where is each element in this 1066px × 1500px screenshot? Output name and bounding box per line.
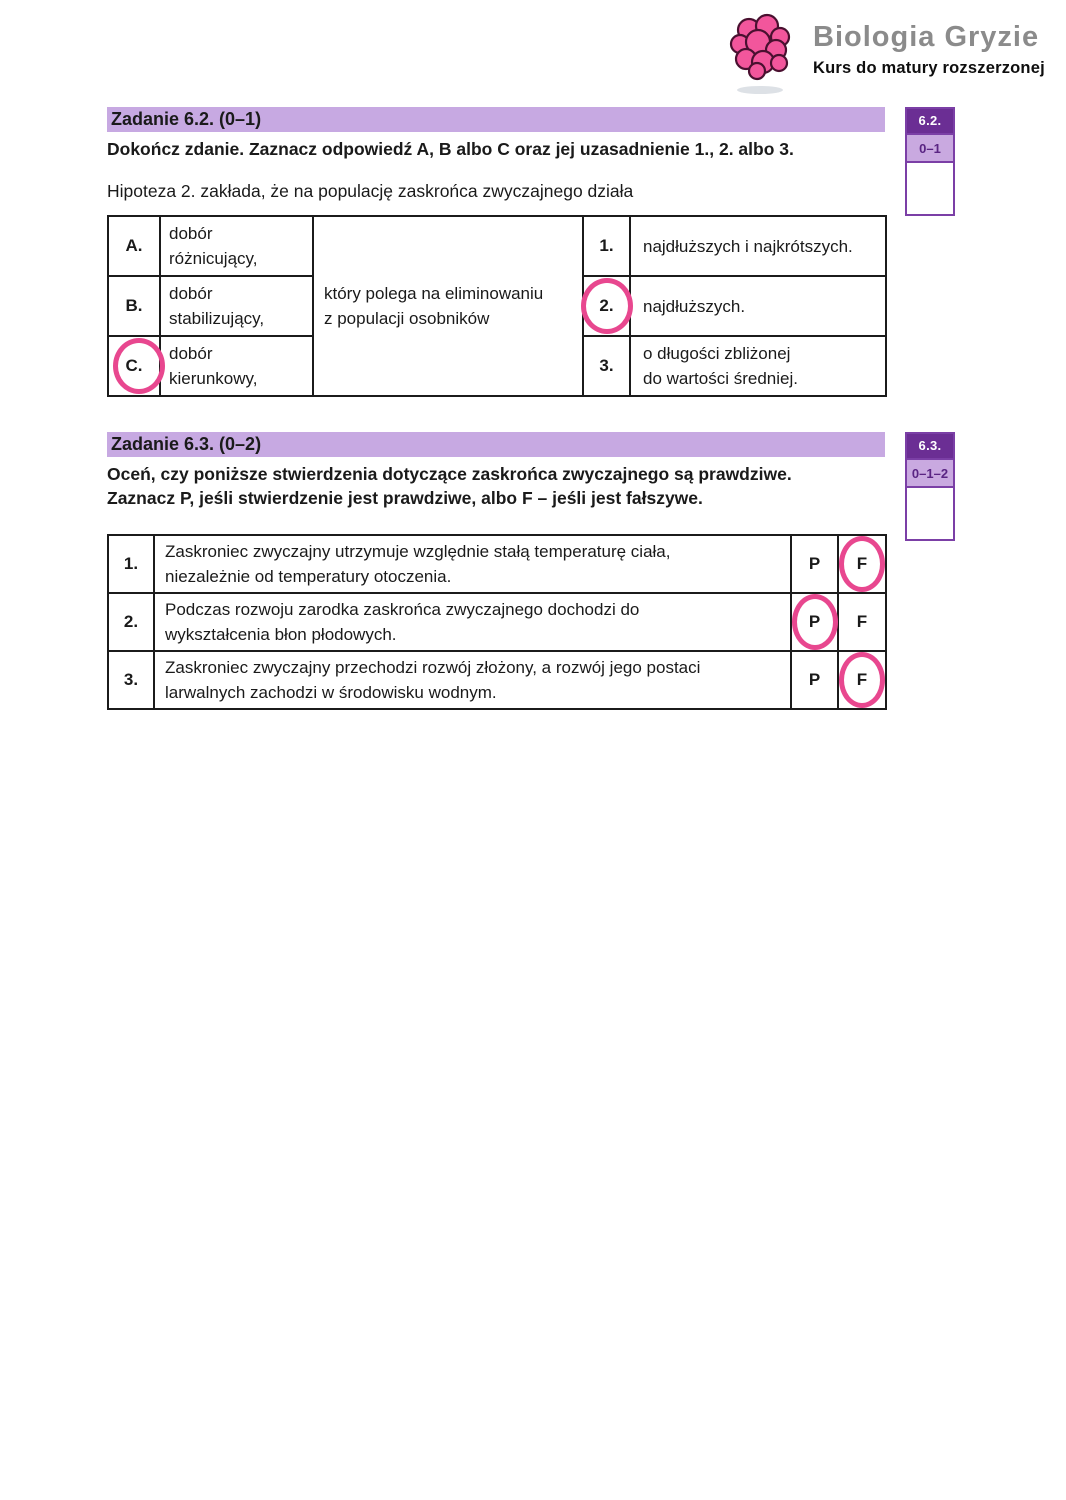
brain-shadow [737, 86, 783, 94]
brand-logo [729, 12, 1045, 96]
justification-2-cell[interactable] [583, 276, 630, 336]
connector-line: który polega na eliminowaniu [324, 284, 544, 303]
option-a-label: A. [125, 236, 143, 255]
score-box-label: 6.2. [907, 109, 953, 133]
option-b-label: B. [125, 296, 143, 315]
score-box-label: 6.3. [907, 434, 953, 458]
choice-row-a [108, 216, 886, 276]
true-label: P [808, 554, 821, 573]
task-6-2-instruction: Dokończ zdanie. Zaznacz odpowiedź A, B albo C oraz jej uzasadnienie 1., 2. albo 3. [107, 139, 794, 159]
option-text-line: stabilizujący, [169, 309, 265, 328]
option-text-line: różnicujący, [169, 249, 258, 268]
statement-2-number-cell [108, 593, 154, 651]
justification-2-label: 2. [599, 296, 614, 315]
brand-text [813, 12, 1045, 78]
score-box-6-2 [905, 107, 955, 216]
score-box-blank [907, 488, 953, 539]
score-box-range: 0–1 [907, 133, 953, 163]
task-6-3-instruction-line1: Oceń, czy poniższe stwierdzenia dotyczące zaskrońca zwyczajnego są prawdziwe. [107, 464, 792, 484]
statement-text-line: niezależnie od temperatury otoczenia. [165, 567, 452, 586]
option-a-text-cell [160, 216, 313, 276]
statement-3-number: 3. [123, 670, 139, 689]
justification-text-line: do wartości średniej. [643, 369, 798, 388]
brain-icon [729, 12, 791, 96]
statement-3-number-cell [108, 651, 154, 709]
choice-table [107, 215, 887, 397]
option-c-label: C. [125, 356, 143, 375]
false-label: F [856, 670, 868, 689]
brand-title: Biologia Gryzie [813, 21, 1040, 53]
statement-text-line: Zaskroniec zwyczajny przechodzi rozwój złożony, a rozwój jego postaci [165, 658, 701, 677]
true-false-table [107, 534, 887, 710]
justification-3-label: 3. [599, 356, 614, 375]
task-6-2 [107, 107, 885, 397]
statement-3-false-cell[interactable] [838, 651, 886, 709]
false-label: F [856, 554, 868, 573]
statement-text-line: wykształcenia błon płodowych. [165, 625, 397, 644]
task-6-2-header-bar: Zadanie 6.2. (0–1) [107, 107, 885, 132]
option-a-cell[interactable] [108, 216, 160, 276]
option-b-cell[interactable] [108, 276, 160, 336]
statement-1-number: 1. [123, 554, 139, 573]
statement-2-true-cell[interactable] [791, 593, 838, 651]
option-b-text-cell [160, 276, 313, 336]
option-c-text-cell [160, 336, 313, 396]
statement-2-number: 2. [123, 612, 139, 631]
statement-2-false-cell[interactable] [838, 593, 886, 651]
statement-1-false-cell[interactable] [838, 535, 886, 593]
statement-1-text-cell [154, 535, 791, 593]
justification-2-text-cell [630, 276, 886, 336]
justification-1-text-cell [630, 216, 886, 276]
option-text-line: dobór [169, 344, 213, 363]
justification-1-cell[interactable] [583, 216, 630, 276]
score-box-range: 0–1–2 [907, 458, 953, 488]
statement-text-line: Podczas rozwoju zarodka zaskrońca zwyczajnego dochodzi do [165, 600, 640, 619]
option-c-cell[interactable] [108, 336, 160, 396]
connector-line: z populacji osobników [324, 309, 490, 328]
justification-text-line: o długości zbliżonej [643, 344, 791, 363]
option-text-line: kierunkowy, [169, 369, 258, 388]
justification-text-line: najdłuższych i najkrótszych. [643, 236, 853, 256]
true-label: P [808, 612, 821, 631]
statement-row-1 [108, 535, 886, 593]
connector-cell [313, 216, 583, 396]
statement-1-number-cell [108, 535, 154, 593]
statement-3-text-cell [154, 651, 791, 709]
score-box-6-3 [905, 432, 955, 541]
statement-text-line: larwalnych zachodzi w środowisku wodnym. [165, 683, 497, 702]
statement-row-2 [108, 593, 886, 651]
statement-text-line: Zaskroniec zwyczajny utrzymuje względnie stałą temperaturę ciała, [165, 542, 671, 561]
statement-row-3 [108, 651, 886, 709]
true-label: P [808, 670, 821, 689]
justification-text-line: najdłuższych. [643, 296, 746, 316]
statement-3-true-cell[interactable] [791, 651, 838, 709]
statement-2-text-cell [154, 593, 791, 651]
false-label: F [856, 612, 868, 631]
task-6-3-header-bar: Zadanie 6.3. (0–2) [107, 432, 885, 457]
score-box-blank [907, 163, 953, 214]
justification-1-label: 1. [599, 236, 614, 255]
task-6-3 [107, 432, 885, 710]
task-6-2-lead: Hipoteza 2. zakłada, że na populację zaskrońca zwyczajnego działa [107, 181, 634, 201]
option-text-line: dobór [169, 284, 213, 303]
justification-3-cell[interactable] [583, 336, 630, 396]
option-text-line: dobór [169, 224, 213, 243]
task-6-3-instruction-line2: Zaznacz P, jeśli stwierdzenie jest prawdziwe, albo F – jeśli jest fałszywe. [107, 488, 703, 508]
brand-subtitle: Kurs do matury rozszerzonej [813, 59, 1045, 77]
statement-1-true-cell[interactable] [791, 535, 838, 593]
justification-3-text-cell [630, 336, 886, 396]
